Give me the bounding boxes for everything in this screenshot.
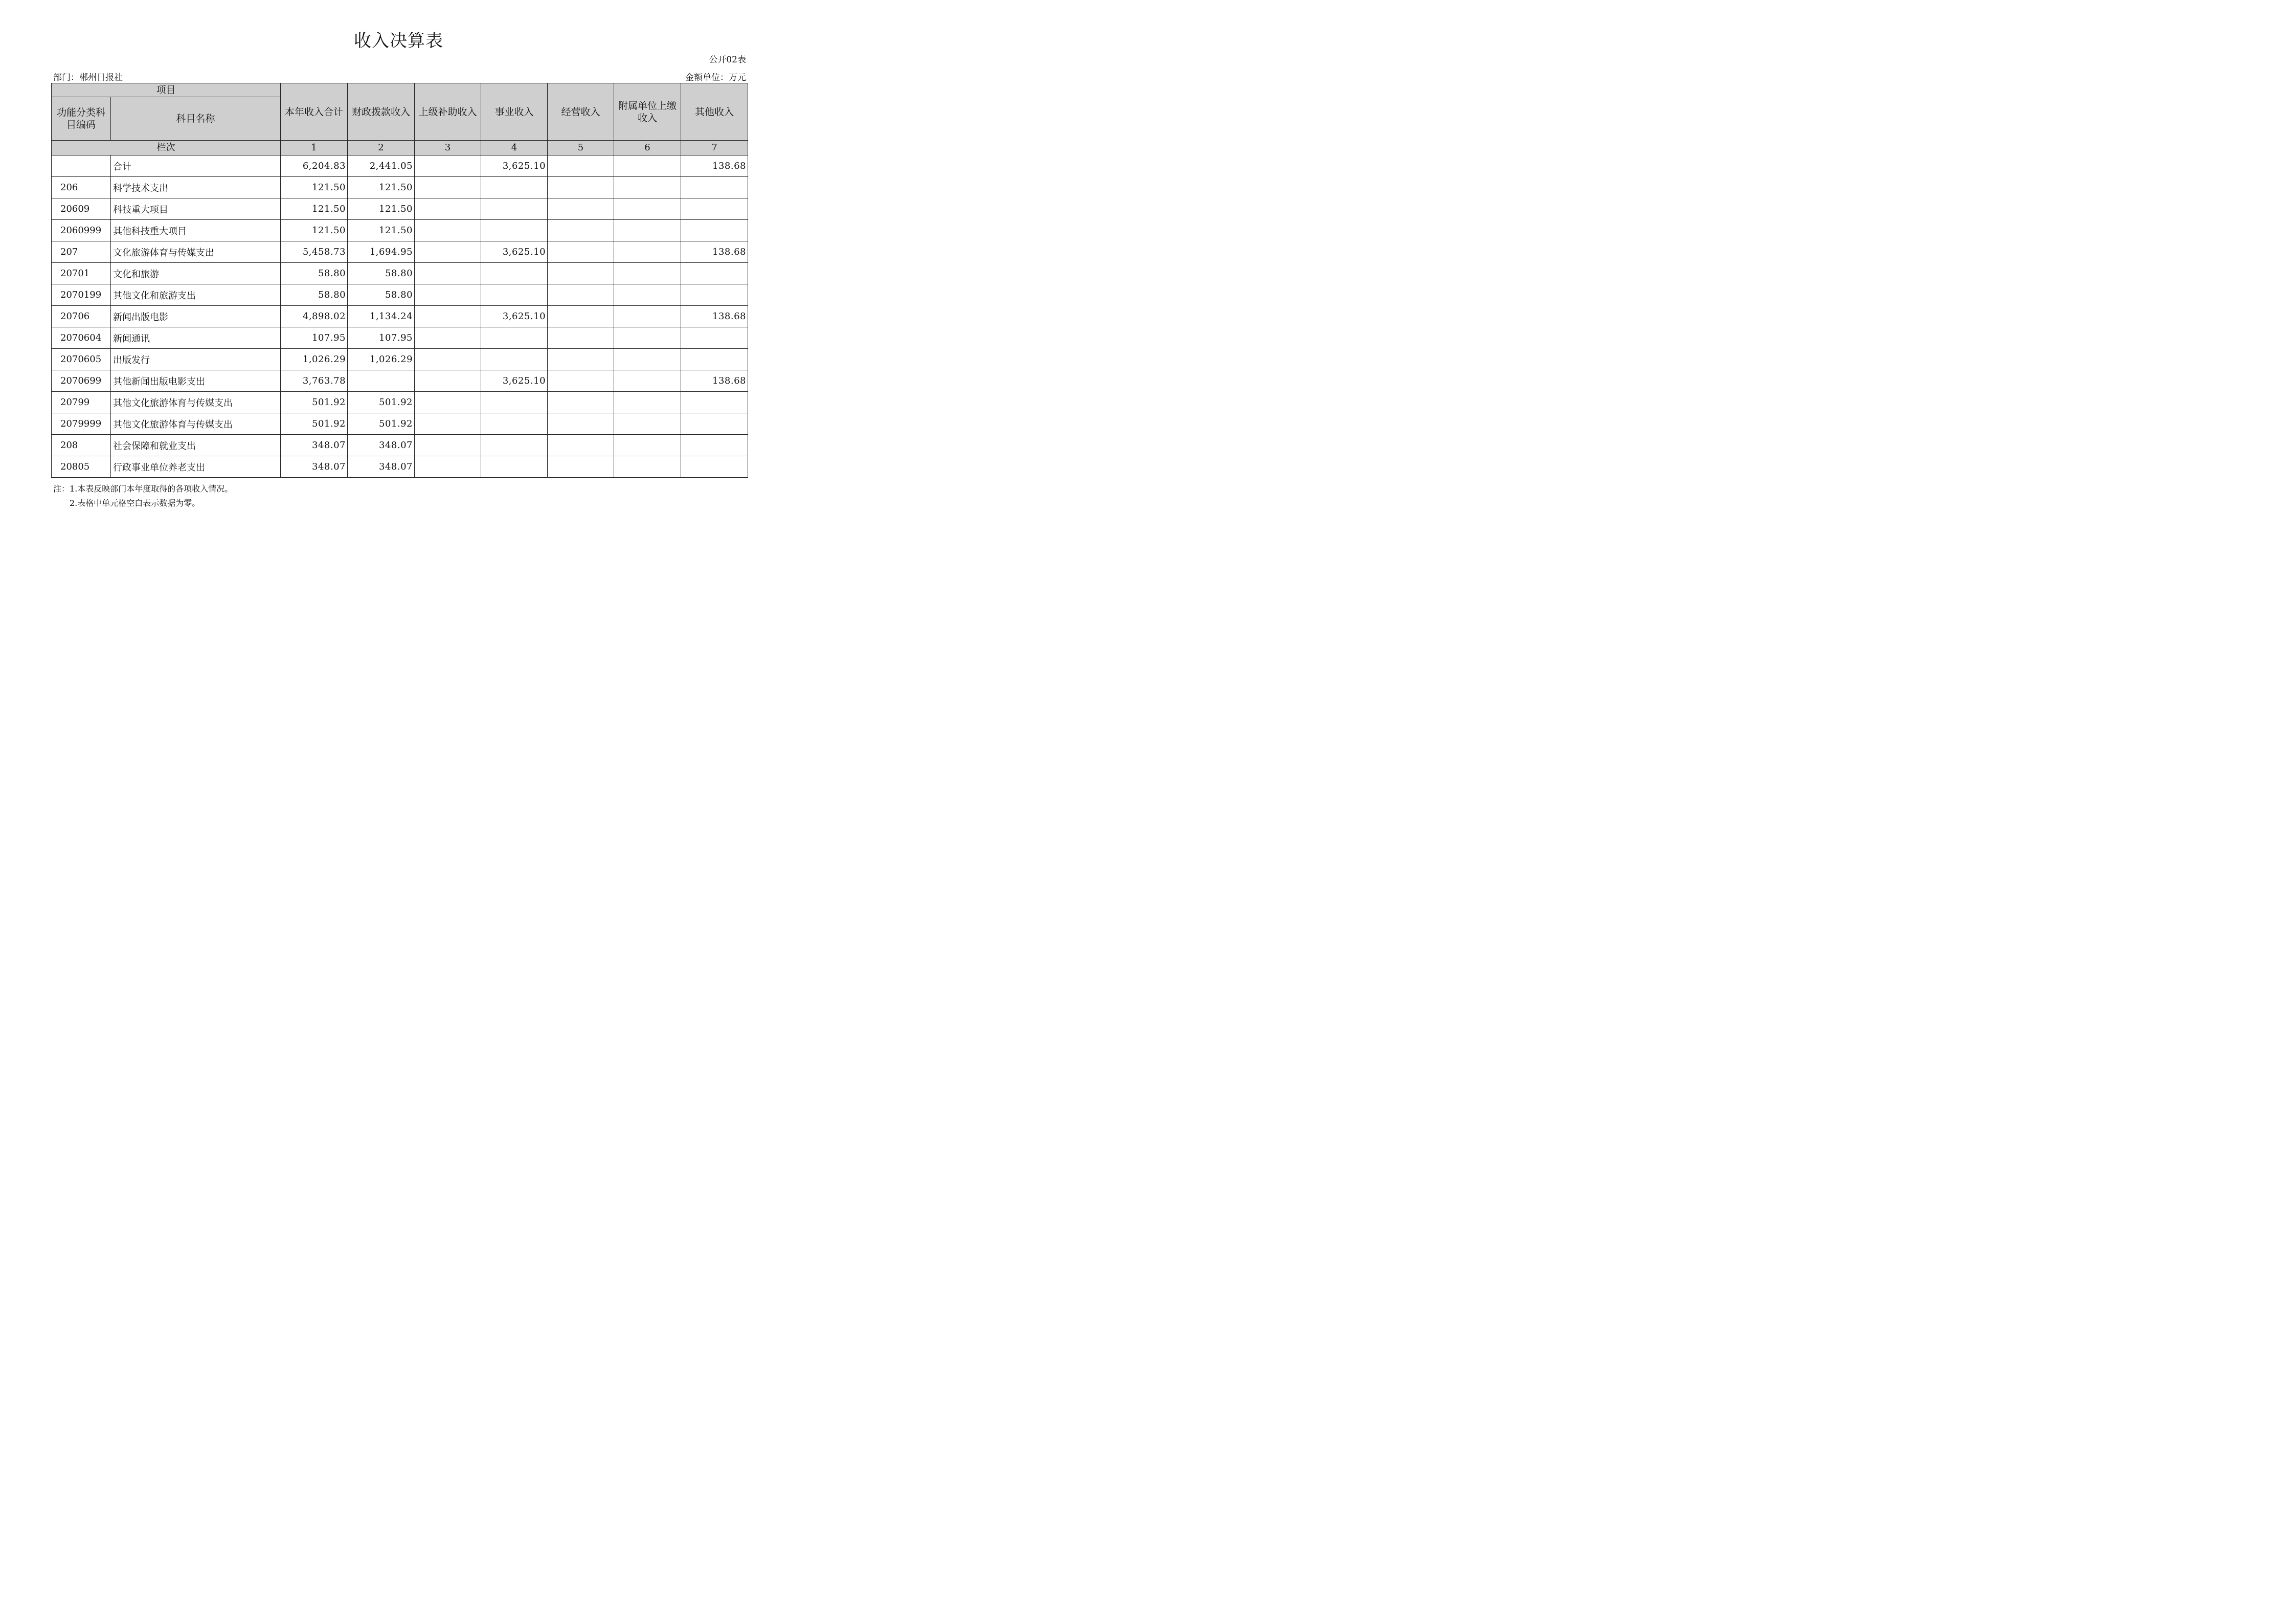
row-code: 2070604 bbox=[52, 327, 111, 349]
row-value-col-6 bbox=[614, 177, 681, 198]
row-name: 其他文化和旅游支出 bbox=[111, 284, 281, 306]
row-code: 20799 bbox=[52, 392, 111, 413]
notes bbox=[53, 482, 233, 510]
header-col-2: 财政拨款收入 bbox=[348, 83, 415, 141]
note-1: 注：1.本表反映部门本年度取得的各项收入情况。 bbox=[53, 484, 233, 494]
row-value-col-2: 121.50 bbox=[348, 177, 415, 198]
row-name: 科学技术支出 bbox=[111, 177, 281, 198]
row-value-col-7 bbox=[681, 284, 748, 306]
form-number: 公开02表 bbox=[709, 55, 746, 65]
row-code: 2070199 bbox=[52, 284, 111, 306]
row-code: 2070699 bbox=[52, 370, 111, 392]
row-value-col-6 bbox=[614, 370, 681, 392]
table-row bbox=[52, 456, 748, 478]
row-value-col-5 bbox=[548, 198, 614, 220]
row-value-col-1: 107.95 bbox=[281, 327, 348, 349]
row-name: 出版发行 bbox=[111, 349, 281, 370]
row-value-col-6 bbox=[614, 263, 681, 284]
row-value-col-3 bbox=[415, 413, 481, 435]
table-row bbox=[52, 435, 748, 456]
row-value-col-1: 6,204.83 bbox=[281, 155, 348, 177]
income-table bbox=[51, 83, 748, 478]
row-value-col-3 bbox=[415, 306, 481, 327]
row-value-col-4: 3,625.10 bbox=[481, 155, 548, 177]
table-row bbox=[52, 327, 748, 349]
row-value-col-2: 2,441.05 bbox=[348, 155, 415, 177]
row-value-col-1: 348.07 bbox=[281, 435, 348, 456]
row-value-col-7: 138.68 bbox=[681, 241, 748, 263]
row-value-col-3 bbox=[415, 155, 481, 177]
row-value-col-5 bbox=[548, 349, 614, 370]
header-index-1: 1 bbox=[281, 141, 348, 155]
row-value-col-7 bbox=[681, 220, 748, 241]
header-name: 科目名称 bbox=[111, 97, 281, 141]
row-name: 其他文化旅游体育与传媒支出 bbox=[111, 392, 281, 413]
row-value-col-6 bbox=[614, 241, 681, 263]
row-value-col-1: 121.50 bbox=[281, 177, 348, 198]
row-value-col-1: 121.50 bbox=[281, 198, 348, 220]
row-value-col-5 bbox=[548, 327, 614, 349]
row-value-col-5 bbox=[548, 306, 614, 327]
row-name: 其他科技重大项目 bbox=[111, 220, 281, 241]
row-value-col-5 bbox=[548, 155, 614, 177]
page-title: 收入决算表 bbox=[354, 31, 443, 51]
table-row bbox=[52, 177, 748, 198]
row-value-col-1: 501.92 bbox=[281, 392, 348, 413]
row-value-col-7: 138.68 bbox=[681, 306, 748, 327]
header-index-2: 2 bbox=[348, 141, 415, 155]
row-value-col-1: 3,763.78 bbox=[281, 370, 348, 392]
table-row bbox=[52, 155, 748, 177]
row-code: 207 bbox=[52, 241, 111, 263]
row-value-col-4 bbox=[481, 327, 548, 349]
row-value-col-5 bbox=[548, 456, 614, 478]
row-value-col-3 bbox=[415, 392, 481, 413]
row-value-col-5 bbox=[548, 177, 614, 198]
row-value-col-5 bbox=[548, 392, 614, 413]
row-value-col-4: 3,625.10 bbox=[481, 370, 548, 392]
row-value-col-2: 348.07 bbox=[348, 456, 415, 478]
table-row bbox=[52, 263, 748, 284]
row-value-col-2: 501.92 bbox=[348, 392, 415, 413]
table-row bbox=[52, 370, 748, 392]
header-col-6: 附属单位上缴收入 bbox=[614, 83, 681, 141]
row-value-col-3 bbox=[415, 370, 481, 392]
row-name: 新闻通讯 bbox=[111, 327, 281, 349]
row-value-col-5 bbox=[548, 435, 614, 456]
row-value-col-3 bbox=[415, 435, 481, 456]
header-index-5: 5 bbox=[548, 141, 614, 155]
row-value-col-4 bbox=[481, 349, 548, 370]
row-code: 20706 bbox=[52, 306, 111, 327]
row-value-col-7 bbox=[681, 349, 748, 370]
row-value-col-6 bbox=[614, 198, 681, 220]
row-value-col-1: 5,458.73 bbox=[281, 241, 348, 263]
row-value-col-7 bbox=[681, 392, 748, 413]
row-value-col-7: 138.68 bbox=[681, 155, 748, 177]
row-value-col-3 bbox=[415, 284, 481, 306]
row-value-col-4 bbox=[481, 198, 548, 220]
row-value-col-4 bbox=[481, 263, 548, 284]
row-value-col-5 bbox=[548, 413, 614, 435]
row-code: 208 bbox=[52, 435, 111, 456]
row-value-col-3 bbox=[415, 263, 481, 284]
row-value-col-4 bbox=[481, 220, 548, 241]
row-value-col-2: 501.92 bbox=[348, 413, 415, 435]
header-col-1: 本年收入合计 bbox=[281, 83, 348, 141]
table-row bbox=[52, 413, 748, 435]
row-value-col-3 bbox=[415, 349, 481, 370]
row-value-col-2: 1,134.24 bbox=[348, 306, 415, 327]
table-row bbox=[52, 284, 748, 306]
row-value-col-6 bbox=[614, 327, 681, 349]
note-2: 2.表格中单元格空白表示数据为零。 bbox=[70, 498, 200, 508]
row-value-col-6 bbox=[614, 306, 681, 327]
row-code: 2079999 bbox=[52, 413, 111, 435]
header-index-6: 6 bbox=[614, 141, 681, 155]
row-value-col-2: 1,694.95 bbox=[348, 241, 415, 263]
row-value-col-2: 58.80 bbox=[348, 284, 415, 306]
row-value-col-4 bbox=[481, 284, 548, 306]
row-value-col-2: 121.50 bbox=[348, 198, 415, 220]
row-value-col-6 bbox=[614, 220, 681, 241]
row-value-col-1: 1,026.29 bbox=[281, 349, 348, 370]
row-value-col-2: 121.50 bbox=[348, 220, 415, 241]
row-value-col-5 bbox=[548, 284, 614, 306]
row-name: 社会保障和就业支出 bbox=[111, 435, 281, 456]
row-value-col-4 bbox=[481, 435, 548, 456]
header-index-4: 4 bbox=[481, 141, 548, 155]
row-name: 科技重大项目 bbox=[111, 198, 281, 220]
row-value-col-6 bbox=[614, 413, 681, 435]
table-row bbox=[52, 349, 748, 370]
row-code: 206 bbox=[52, 177, 111, 198]
row-value-col-4 bbox=[481, 456, 548, 478]
row-name: 文化和旅游 bbox=[111, 263, 281, 284]
row-code: 20701 bbox=[52, 263, 111, 284]
header-col-4: 事业收入 bbox=[481, 83, 548, 141]
row-value-col-3 bbox=[415, 456, 481, 478]
row-value-col-2: 1,026.29 bbox=[348, 349, 415, 370]
row-value-col-5 bbox=[548, 263, 614, 284]
table-row bbox=[52, 392, 748, 413]
row-value-col-6 bbox=[614, 435, 681, 456]
table-row bbox=[52, 198, 748, 220]
table-row bbox=[52, 220, 748, 241]
row-value-col-3 bbox=[415, 198, 481, 220]
row-value-col-1: 501.92 bbox=[281, 413, 348, 435]
row-value-col-6 bbox=[614, 456, 681, 478]
row-value-col-7 bbox=[681, 456, 748, 478]
row-value-col-5 bbox=[548, 241, 614, 263]
header-index-3: 3 bbox=[415, 141, 481, 155]
row-code: 20805 bbox=[52, 456, 111, 478]
row-code: 20609 bbox=[52, 198, 111, 220]
header-index-7: 7 bbox=[681, 141, 748, 155]
row-value-col-6 bbox=[614, 155, 681, 177]
row-value-col-3 bbox=[415, 241, 481, 263]
row-value-col-7 bbox=[681, 198, 748, 220]
row-value-col-6 bbox=[614, 349, 681, 370]
header-index-label: 栏次 bbox=[52, 141, 281, 155]
table-row bbox=[52, 241, 748, 263]
row-name: 行政事业单位养老支出 bbox=[111, 456, 281, 478]
row-name: 其他文化旅游体育与传媒支出 bbox=[111, 413, 281, 435]
header-item: 项目 bbox=[52, 83, 281, 97]
row-value-col-7 bbox=[681, 327, 748, 349]
row-value-col-1: 58.80 bbox=[281, 284, 348, 306]
department-label: 部门：郴州日报社 bbox=[53, 73, 123, 83]
header-code: 功能分类科目编码 bbox=[52, 97, 111, 141]
row-name: 其他新闻出版电影支出 bbox=[111, 370, 281, 392]
row-value-col-2: 107.95 bbox=[348, 327, 415, 349]
row-value-col-7: 138.68 bbox=[681, 370, 748, 392]
row-value-col-7 bbox=[681, 263, 748, 284]
row-value-col-2 bbox=[348, 370, 415, 392]
row-value-col-7 bbox=[681, 177, 748, 198]
row-value-col-1: 4,898.02 bbox=[281, 306, 348, 327]
row-code: 2060999 bbox=[52, 220, 111, 241]
row-value-col-3 bbox=[415, 220, 481, 241]
row-value-col-6 bbox=[614, 392, 681, 413]
row-value-col-4: 3,625.10 bbox=[481, 306, 548, 327]
row-value-col-3 bbox=[415, 327, 481, 349]
row-code: 2070605 bbox=[52, 349, 111, 370]
header-col-3: 上级补助收入 bbox=[415, 83, 481, 141]
unit-label: 金额单位：万元 bbox=[685, 73, 746, 83]
row-value-col-1: 348.07 bbox=[281, 456, 348, 478]
row-name: 新闻出版电影 bbox=[111, 306, 281, 327]
row-value-col-3 bbox=[415, 177, 481, 198]
row-value-col-6 bbox=[614, 284, 681, 306]
table-row bbox=[52, 306, 748, 327]
row-value-col-4: 3,625.10 bbox=[481, 241, 548, 263]
row-code bbox=[52, 155, 111, 177]
row-name: 合计 bbox=[111, 155, 281, 177]
row-value-col-4 bbox=[481, 413, 548, 435]
header-col-5: 经营收入 bbox=[548, 83, 614, 141]
row-value-col-1: 121.50 bbox=[281, 220, 348, 241]
row-value-col-5 bbox=[548, 370, 614, 392]
row-value-col-2: 348.07 bbox=[348, 435, 415, 456]
row-value-col-2: 58.80 bbox=[348, 263, 415, 284]
row-value-col-7 bbox=[681, 413, 748, 435]
row-value-col-1: 58.80 bbox=[281, 263, 348, 284]
row-value-col-4 bbox=[481, 177, 548, 198]
row-name: 文化旅游体育与传媒支出 bbox=[111, 241, 281, 263]
row-value-col-4 bbox=[481, 392, 548, 413]
header-col-7: 其他收入 bbox=[681, 83, 748, 141]
row-value-col-7 bbox=[681, 435, 748, 456]
row-value-col-5 bbox=[548, 220, 614, 241]
